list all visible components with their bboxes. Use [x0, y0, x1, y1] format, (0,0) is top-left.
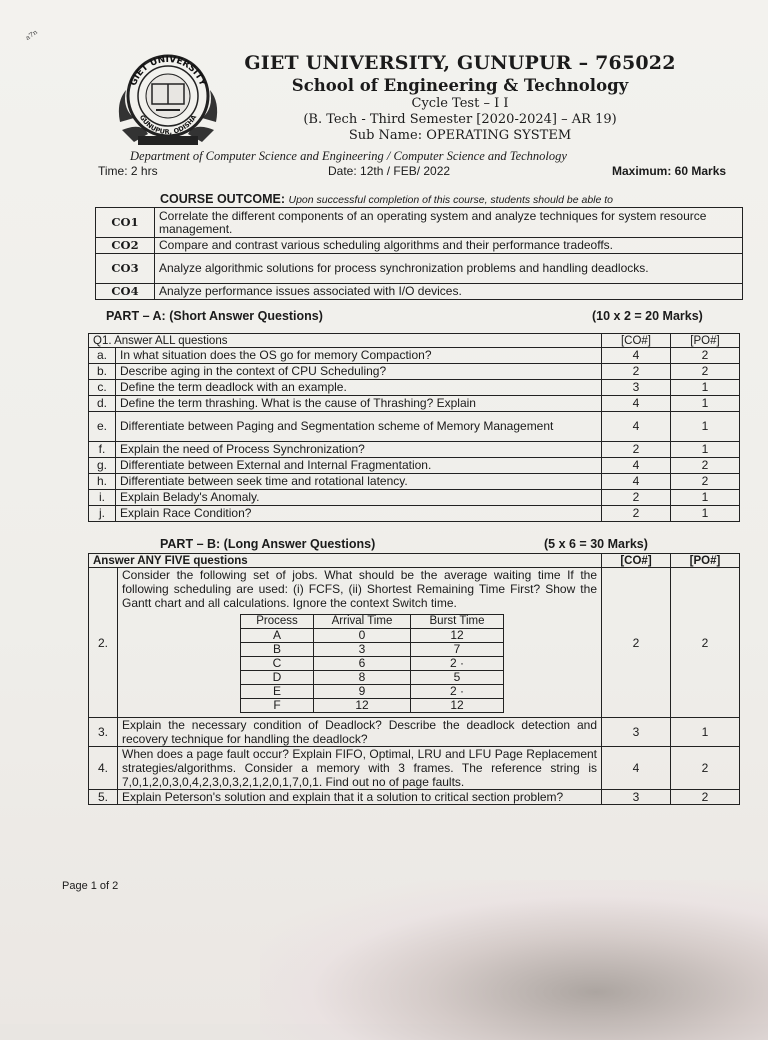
question-label: 3.	[89, 718, 118, 747]
process-name: A	[241, 629, 314, 643]
question-po: 1	[671, 490, 740, 506]
question-label: f.	[89, 442, 116, 458]
co-column-header: [CO#]	[602, 554, 671, 568]
handwritten-note: ᵃ⁷ⁿ	[23, 27, 42, 46]
question-label: e.	[89, 412, 116, 442]
question-text: Describe aging in the context of CPU Scheduling?	[116, 364, 602, 380]
question-po: 1	[671, 442, 740, 458]
question-po: 2	[671, 568, 740, 718]
arrival-time: 3	[314, 643, 411, 657]
burst-time: 5	[411, 671, 504, 685]
part-b-table	[88, 553, 740, 805]
co-code: CO2	[96, 238, 155, 254]
question-label: j.	[89, 506, 116, 522]
program-line: (B. Tech - Third Semester [2020-2024] – AR 19)	[303, 112, 617, 127]
process-name: B	[241, 643, 314, 657]
question-po: 2	[671, 747, 740, 790]
question-po: 1	[671, 506, 740, 522]
question-po: 2	[671, 790, 740, 805]
process-name: E	[241, 685, 314, 699]
question-co: 4	[602, 396, 671, 412]
table-row	[96, 208, 743, 238]
table-row	[241, 671, 504, 685]
table-row	[89, 506, 740, 522]
part-a-table	[88, 333, 740, 522]
question-co: 4	[602, 474, 671, 490]
exam-header	[200, 52, 720, 143]
arrival-time: 9	[314, 685, 411, 699]
page-number: Page 1 of 2	[62, 880, 119, 892]
question-text: When does a page fault occur? Explain FIFO, Optimal, LRU and LFU Page Replacement strategies/algorithms. Consider a memory with 3 frames. The reference string is 7,0,1,2,0,3,0,4,2,3,0,3,2,1,2,0,1,7,0,1. Find out no of page faults.	[118, 747, 602, 790]
question-cell	[118, 568, 602, 718]
exam-time: Time: 2 hrs	[98, 164, 158, 178]
question-po: 1	[671, 412, 740, 442]
arrival-time: 8	[314, 671, 411, 685]
burst-time: 12	[411, 699, 504, 713]
school-name: School of Engineering & Technology	[291, 76, 629, 95]
table-row	[89, 442, 740, 458]
question-po: 2	[671, 458, 740, 474]
process-name: F	[241, 699, 314, 713]
department-line: Department of Computer Science and Engineering / Computer Science and Technology	[130, 149, 567, 163]
po-column-header: [PO#]	[671, 334, 740, 348]
arrival-time: 12	[314, 699, 411, 713]
table-header-row	[89, 334, 740, 348]
exam-date: Date: 12th / FEB/ 2022	[328, 164, 451, 178]
question-po: 2	[671, 348, 740, 364]
paper-shadow	[260, 880, 768, 1040]
table-header-row	[241, 615, 504, 629]
question-po: 1	[671, 396, 740, 412]
part-b-heading: Answer ANY FIVE questions	[89, 554, 602, 568]
question-text: Consider the following set of jobs. What should be the average waiting time If the following scheduling are used: (i) FCFS, (ii) Shortest Remaining Time First? Show the Gantt chart and all calculations. Ignore the context Switch time.	[122, 568, 597, 610]
logo-text-top: GIET UNIVERSITY	[128, 54, 208, 88]
process-name: D	[241, 671, 314, 685]
question-text: Explain Race Condition?	[116, 506, 602, 522]
question-co: 2	[602, 442, 671, 458]
question-co: 3	[602, 380, 671, 396]
question-text: Explain the need of Process Synchronization?	[116, 442, 602, 458]
question-label: d.	[89, 396, 116, 412]
question-label: 2.	[89, 568, 118, 718]
question-co: 2	[602, 568, 671, 718]
subject-name: Sub Name: OPERATING SYSTEM	[348, 128, 572, 143]
co-text: Correlate the different components of an operating system and analyze techniques for system resource management.	[155, 208, 743, 238]
question-co: 2	[602, 506, 671, 522]
process-table	[240, 614, 504, 713]
burst-time: 12	[411, 629, 504, 643]
maximum-marks: Maximum: 60 Marks	[612, 164, 727, 178]
question-co: 2	[602, 364, 671, 380]
table-row	[89, 474, 740, 490]
table-row	[89, 718, 740, 747]
part-b-marks: (5 x 6 = 30 Marks)	[544, 537, 648, 551]
process-column-header: Process	[241, 615, 314, 629]
question-co: 2	[602, 490, 671, 506]
question-co: 4	[602, 458, 671, 474]
po-column-header: [PO#]	[671, 554, 740, 568]
question-po: 1	[671, 380, 740, 396]
question-po: 1	[671, 718, 740, 747]
table-row	[89, 348, 740, 364]
co-column-header: [CO#]	[602, 334, 671, 348]
course-outcome-subtitle: Upon successful completion of this course, students should be able to	[288, 194, 614, 206]
question-label: 4.	[89, 747, 118, 790]
arrival-time: 0	[314, 629, 411, 643]
question-co: 4	[602, 412, 671, 442]
co-code: CO3	[96, 254, 155, 284]
question-label: c.	[89, 380, 116, 396]
course-outcome-title: COURSE OUTCOME:	[160, 192, 285, 206]
table-row	[89, 364, 740, 380]
question-label: i.	[89, 490, 116, 506]
table-row	[89, 396, 740, 412]
process-name: C	[241, 657, 314, 671]
co-text: Compare and contrast various scheduling algorithms and their performance tradeoffs.	[155, 238, 743, 254]
table-row	[241, 685, 504, 699]
table-row	[96, 284, 743, 300]
table-row	[89, 380, 740, 396]
question-label: h.	[89, 474, 116, 490]
table-row	[89, 490, 740, 506]
table-row	[89, 412, 740, 442]
test-name: Cycle Test – I I	[411, 96, 509, 111]
arrival-time: 6	[314, 657, 411, 671]
arrival-time-column-header: Arrival Time	[314, 615, 411, 629]
part-a-heading: Q1. Answer ALL questions	[89, 334, 602, 348]
co-code: CO4	[96, 284, 155, 300]
question-label: g.	[89, 458, 116, 474]
table-row	[89, 458, 740, 474]
question-co: 3	[602, 790, 671, 805]
question-text: Differentiate between seek time and rotational latency.	[116, 474, 602, 490]
question-text: Define the term thrashing. What is the cause of Thrashing? Explain	[116, 396, 602, 412]
question-po: 2	[671, 474, 740, 490]
question-co: 3	[602, 718, 671, 747]
burst-time: 2 ·	[411, 685, 504, 699]
table-row	[241, 699, 504, 713]
table-row	[89, 568, 740, 718]
university-name: GIET UNIVERSITY, GUNUPUR – 765022	[244, 52, 676, 74]
question-text: Differentiate between Paging and Segmentation scheme of Memory Management	[116, 412, 602, 442]
course-outcome-heading	[160, 192, 613, 206]
question-label: b.	[89, 364, 116, 380]
table-row	[241, 629, 504, 643]
table-row	[96, 254, 743, 284]
table-row	[241, 643, 504, 657]
part-a-title: PART – A: (Short Answer Questions)	[106, 309, 323, 323]
question-text: Define the term deadlock with an example.	[116, 380, 602, 396]
burst-time-column-header: Burst Time	[411, 615, 504, 629]
question-text: Explain Belady's Anomaly.	[116, 490, 602, 506]
co-text: Analyze performance issues associated with I/O devices.	[155, 284, 743, 300]
table-row	[89, 790, 740, 805]
question-text: Differentiate between External and Internal Fragmentation.	[116, 458, 602, 474]
question-co: 4	[602, 747, 671, 790]
part-a-marks: (10 x 2 = 20 Marks)	[592, 309, 703, 323]
table-header-row	[89, 554, 740, 568]
question-po: 2	[671, 364, 740, 380]
question-label: 5.	[89, 790, 118, 805]
question-text: Explain the necessary condition of Deadlock? Describe the deadlock detection and recovery technique for handling the deadlock?	[118, 718, 602, 747]
question-co: 4	[602, 348, 671, 364]
question-text: In what situation does the OS go for memory Compaction?	[116, 348, 602, 364]
table-row	[89, 747, 740, 790]
course-outcome-table	[95, 207, 743, 300]
table-row	[241, 657, 504, 671]
question-label: a.	[89, 348, 116, 364]
co-text: Analyze algorithmic solutions for process synchronization problems and handling deadlocks.	[155, 254, 743, 284]
question-text: Explain Peterson's solution and explain that it a solution to critical section problem?	[118, 790, 602, 805]
burst-time: 7	[411, 643, 504, 657]
part-b-title: PART – B: (Long Answer Questions)	[160, 537, 376, 551]
table-row	[96, 238, 743, 254]
burst-time: 2 ·	[411, 657, 504, 671]
logo-text-bottom: GUNUPUR, ODISHA	[137, 113, 199, 137]
co-code: CO1	[96, 208, 155, 238]
